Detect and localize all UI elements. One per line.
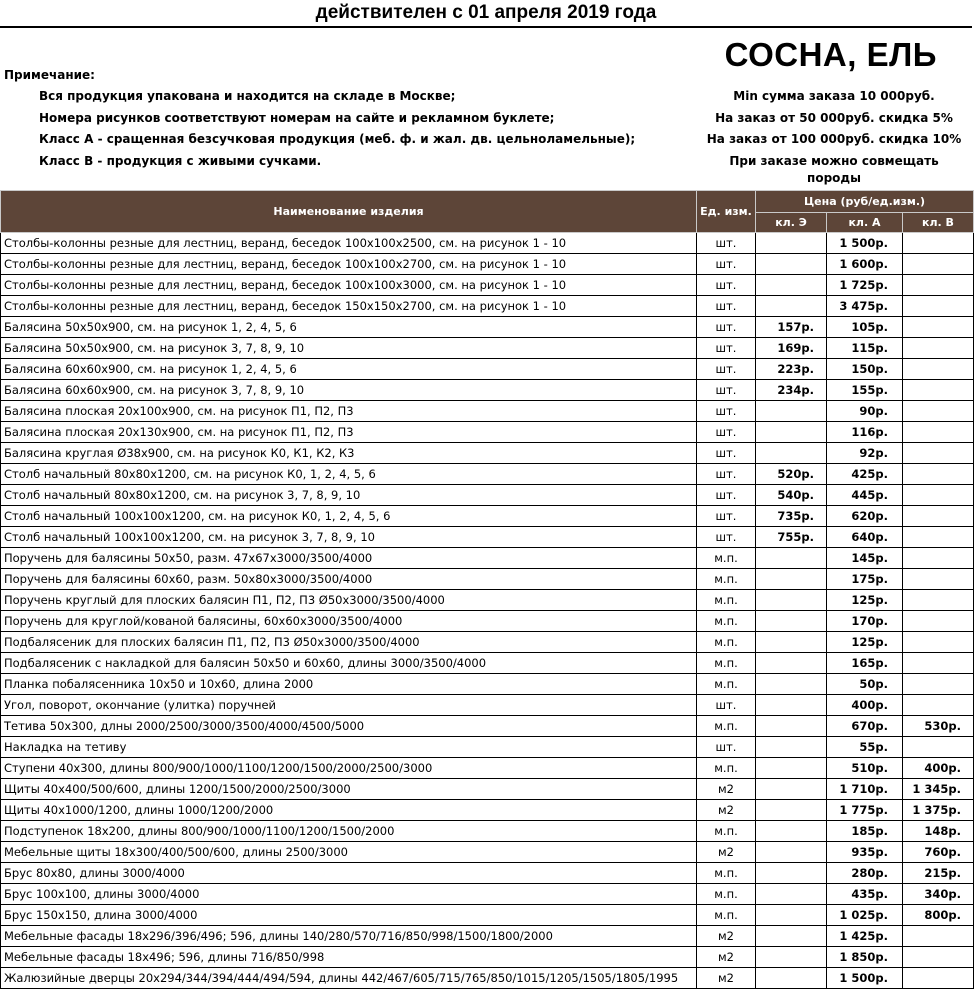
price-class-a: 1 775р. [827,800,903,821]
price-class-a: 92р. [827,443,903,464]
table-row [1,905,974,926]
product-name: Балясина плоская 20х130х900, см. на рисунок П1, П2, П3 [1,422,697,443]
unit-cell: м2 [697,842,756,863]
price-class-b: 530р. [903,716,974,737]
unit-cell: шт. [697,317,756,338]
product-name: Балясина 50х50х900, см. на рисунок 1, 2, 4, 5, 6 [1,317,697,338]
header-class-b: кл. В [903,212,974,233]
price-class-b [903,464,974,485]
price-class-e [756,737,827,758]
price-class-a: 175р. [827,569,903,590]
product-name: Поручень для круглой/кованой балясины, 60х60х3000/3500/4000 [1,611,697,632]
unit-cell: шт. [697,695,756,716]
price-class-a: 425р. [827,464,903,485]
unit-cell: м.п. [697,884,756,905]
price-class-a: 1 710р. [827,779,903,800]
price-class-e [756,443,827,464]
table-row [1,716,974,737]
note-item: Номера рисунков соответствуют номерам на сайте и рекламном буклете; [39,110,555,125]
table-row [1,422,974,443]
product-name: Планка побалясенника 10х50 и 10х60, длина 2000 [1,674,697,695]
price-class-a: 3 475р. [827,296,903,317]
product-name: Щиты 40х1000/1200, длины 1000/1200/2000 [1,800,697,821]
table-row [1,737,974,758]
unit-cell: м.п. [697,548,756,569]
price-class-e: 234р. [756,380,827,401]
table-row [1,464,974,485]
product-name: Мебельные фасады 18х496; 596, длины 716/850/998 [1,947,697,968]
price-class-a: 165р. [827,653,903,674]
product-name: Столбы-колонны резные для лестниц, веранд, беседок 100х100х2500, см. на рисунок 1 - 10 [1,233,697,254]
unit-cell: м2 [697,968,756,989]
price-class-b [903,506,974,527]
price-class-a: 1 500р. [827,233,903,254]
price-class-a: 935р. [827,842,903,863]
product-name: Поручень круглый для плоских балясин П1, П2, П3 Ø50х3000/3500/4000 [1,590,697,611]
price-class-e [756,275,827,296]
price-class-e: 223р. [756,359,827,380]
product-name: Тетива 50х300, длны 2000/2500/3000/3500/4000/4500/5000 [1,716,697,737]
price-class-b: 1 345р. [903,779,974,800]
price-class-b [903,737,974,758]
price-class-e [756,968,827,989]
price-class-b: 800р. [903,905,974,926]
table-row [1,380,974,401]
unit-cell: шт. [697,422,756,443]
price-class-e [756,401,827,422]
unit-cell: шт. [697,233,756,254]
price-class-b [903,695,974,716]
unit-cell: м.п. [697,863,756,884]
table-row [1,548,974,569]
product-name: Накладка на тетиву [1,737,697,758]
unit-cell: м.п. [697,653,756,674]
price-class-b: 1 375р. [903,800,974,821]
product-name: Мебельные щиты 18х300/400/500/600, длины 2500/3000 [1,842,697,863]
table-row [1,359,974,380]
table-row [1,653,974,674]
price-class-b [903,317,974,338]
unit-cell: шт. [697,527,756,548]
unit-cell: м.п. [697,674,756,695]
product-name: Щиты 40х400/500/600, длины 1200/1500/2000/2500/3000 [1,779,697,800]
price-class-a: 670р. [827,716,903,737]
table-row [1,884,974,905]
product-name: Столбы-колонны резные для лестниц, веранд, беседок 100х100х2700, см. на рисунок 1 - 10 [1,254,697,275]
price-class-e: 540р. [756,485,827,506]
price-class-e [756,800,827,821]
price-class-b [903,527,974,548]
price-class-b [903,632,974,653]
product-name: Балясина 50х50х900, см. на рисунок 3, 7, 8, 9, 10 [1,338,697,359]
price-class-a: 400р. [827,695,903,716]
product-name: Подступенок 18х200, длины 800/900/1000/1100/1200/1500/2000 [1,821,697,842]
unit-cell: шт. [697,737,756,758]
product-name: Жалюзийные дверцы 20х294/344/394/444/494/594, длины 442/467/605/715/765/850/1015/1205/1505/1805/1995 [1,968,697,989]
unit-cell: м.п. [697,821,756,842]
price-class-e [756,779,827,800]
price-class-a: 1 025р. [827,905,903,926]
unit-cell: м2 [697,779,756,800]
note-item: Вся продукция упакована и находится на складе в Москве; [39,89,456,103]
product-name: Столбы-колонны резные для лестниц, веранд, беседок 100х100х3000, см. на рисунок 1 - 10 [1,275,697,296]
table-row [1,611,974,632]
unit-cell: м.п. [697,758,756,779]
price-class-b [903,254,974,275]
price-class-a: 170р. [827,611,903,632]
table-row [1,968,974,989]
price-class-e: 735р. [756,506,827,527]
table-row [1,506,974,527]
order-terms [703,88,965,185]
unit-cell: м.п. [697,611,756,632]
term-discount-10: На заказ от 100 000руб. скидка 10% [706,132,962,146]
price-class-e [756,653,827,674]
table-row [1,926,974,947]
product-name: Мебельные фасады 18х296/396/496; 596, длины 140/280/570/716/850/998/1500/1800/2000 [1,926,697,947]
unit-cell: м.п. [697,905,756,926]
table-row [1,569,974,590]
note-item: Класс В - продукция с живыми сучками. [39,153,322,168]
price-class-a: 185р. [827,821,903,842]
product-name: Балясина 60х60х900, см. на рисунок 1, 2, 4, 5, 6 [1,359,697,380]
price-class-e [756,674,827,695]
table-row [1,842,974,863]
price-class-b [903,590,974,611]
table-row [1,695,974,716]
price-class-e [756,611,827,632]
price-class-a: 105р. [827,317,903,338]
unit-cell: шт. [697,254,756,275]
price-class-a: 150р. [827,359,903,380]
header-unit: Ед. изм. [697,191,756,233]
table-row [1,233,974,254]
price-class-b [903,674,974,695]
price-class-e [756,842,827,863]
table-row [1,401,974,422]
price-class-b [903,401,974,422]
product-name: Поручень для балясины 50х50, разм. 47х67х3000/3500/4000 [1,548,697,569]
table-row [1,758,974,779]
product-name: Столб начальный 80х80х1200, см. на рисунок К0, 1, 2, 4, 5, 6 [1,464,697,485]
unit-cell: шт. [697,359,756,380]
price-class-e [756,296,827,317]
unit-cell: шт. [697,275,756,296]
table-row [1,443,974,464]
table-row [1,254,974,275]
price-class-b [903,233,974,254]
price-class-a: 1 850р. [827,947,903,968]
price-class-e: 520р. [756,464,827,485]
header-class-e: кл. Э [756,212,827,233]
product-name: Ступени 40х300, длины 800/900/1000/1100/1200/1500/2000/2500/3000 [1,758,697,779]
unit-cell: м2 [697,947,756,968]
price-class-a: 115р. [827,338,903,359]
notes-title: Примечание: [4,68,95,82]
price-class-e [756,716,827,737]
unit-cell: м.п. [697,569,756,590]
term-discount-5: На заказ от 50 000руб. скидка 5% [715,110,953,125]
price-class-e [756,422,827,443]
price-class-b [903,296,974,317]
price-class-e [756,821,827,842]
unit-cell: шт. [697,380,756,401]
unit-cell: шт. [697,401,756,422]
price-class-e [756,947,827,968]
table-row [1,590,974,611]
table-row [1,779,974,800]
unit-cell: шт. [697,443,756,464]
price-class-a: 155р. [827,380,903,401]
unit-cell: шт. [697,464,756,485]
table-row [1,821,974,842]
price-class-e [756,905,827,926]
price-class-b [903,338,974,359]
table-row [1,317,974,338]
price-class-e [756,254,827,275]
price-class-b [903,968,974,989]
table-row [1,527,974,548]
table-row [1,800,974,821]
price-class-a: 55р. [827,737,903,758]
product-name: Брус 100х100, длины 3000/4000 [1,884,697,905]
price-class-a: 640р. [827,527,903,548]
price-class-e: 755р. [756,527,827,548]
price-class-a: 1 725р. [827,275,903,296]
price-class-b [903,926,974,947]
unit-cell: шт. [697,338,756,359]
product-name: Брус 150х150, длина 3000/4000 [1,905,697,926]
price-class-b [903,380,974,401]
price-class-b [903,275,974,296]
unit-cell: шт. [697,296,756,317]
table-row [1,947,974,968]
price-class-e [756,548,827,569]
price-class-a: 1 425р. [827,926,903,947]
price-class-e [756,632,827,653]
price-class-e [756,758,827,779]
price-class-a: 280р. [827,863,903,884]
unit-cell: м2 [697,926,756,947]
table-row [1,296,974,317]
price-class-b: 215р. [903,863,974,884]
price-class-a: 116р. [827,422,903,443]
price-class-b: 760р. [903,842,974,863]
price-class-a: 620р. [827,506,903,527]
price-class-a: 1 600р. [827,254,903,275]
price-class-e [756,884,827,905]
price-class-a: 510р. [827,758,903,779]
product-name: Подбалясеник с накладкой для балясин 50х50 и 60х60, длины 3000/3500/4000 [1,653,697,674]
unit-cell: м2 [697,800,756,821]
price-class-b [903,548,974,569]
price-class-b [903,485,974,506]
unit-cell: шт. [697,485,756,506]
price-class-a: 125р. [827,632,903,653]
unit-cell: м.п. [697,632,756,653]
product-name: Столб начальный 80х80х1200, см. на рисунок 3, 7, 8, 9, 10 [1,485,697,506]
unit-cell: м.п. [697,716,756,737]
price-class-b [903,422,974,443]
product-name: Подбалясеник для плоских балясин П1, П2, П3 Ø50х3000/3500/4000 [1,632,697,653]
price-class-e [756,926,827,947]
price-class-b [903,611,974,632]
price-class-e [756,233,827,254]
product-name: Поручень для балясины 60х60, разм. 50х80х3000/3500/4000 [1,569,697,590]
table-row [1,632,974,653]
notes-list [39,88,635,174]
price-class-b [903,359,974,380]
header-price: Цена (руб/ед.изм.) [756,191,974,213]
price-class-e: 157р. [756,317,827,338]
table-row [1,485,974,506]
product-name: Столб начальный 100х100х1200, см. на рисунок К0, 1, 2, 4, 5, 6 [1,506,697,527]
header-name: Наименование изделия [1,191,697,233]
table-row [1,674,974,695]
product-name: Столбы-колонны резные для лестниц, веранд, беседок 150х150х2700, см. на рисунок 1 - 10 [1,296,697,317]
price-class-a: 125р. [827,590,903,611]
price-class-b: 340р. [903,884,974,905]
product-name: Угол, поворот, окончание (улитка) поручней [1,695,697,716]
price-class-a: 145р. [827,548,903,569]
table-row [1,863,974,884]
term-combine: При заказе можно совмещать породы [729,153,939,185]
price-class-b [903,443,974,464]
table-row [1,338,974,359]
price-table [0,190,974,989]
product-name: Балясина круглая Ø38х900, см. на рисунок К0, К1, К2, К3 [1,443,697,464]
unit-cell: м.п. [697,590,756,611]
price-class-a: 435р. [827,884,903,905]
header-class-a: кл. А [827,212,903,233]
validity-title: действителен с 01 апреля 2019 года [0,0,972,28]
table-row [1,275,974,296]
price-class-b [903,569,974,590]
term-min-order: Min сумма заказа 10 000руб. [733,89,935,103]
price-class-a: 1 500р. [827,968,903,989]
price-class-b [903,947,974,968]
product-name: Балясина 60х60х900, см. на рисунок 3, 7, 8, 9, 10 [1,380,697,401]
price-class-a: 90р. [827,401,903,422]
note-item: Класс А - сращенная безсучковая продукция (меб. ф. и жал. дв. цельноламельные); [39,132,636,146]
price-class-a: 50р. [827,674,903,695]
price-class-e [756,569,827,590]
price-class-b: 148р. [903,821,974,842]
price-class-e: 169р. [756,338,827,359]
species-title: СОСНА, ЕЛЬ [724,36,937,73]
price-class-b: 400р. [903,758,974,779]
price-class-e [756,695,827,716]
price-class-b [903,653,974,674]
price-class-e [756,863,827,884]
product-name: Брус 80х80, длины 3000/4000 [1,863,697,884]
price-class-a: 445р. [827,485,903,506]
product-name: Балясина плоская 20х100х900, см. на рисунок П1, П2, П3 [1,401,697,422]
unit-cell: шт. [697,506,756,527]
price-class-e [756,590,827,611]
product-name: Столб начальный 100х100х1200, см. на рисунок 3, 7, 8, 9, 10 [1,527,697,548]
